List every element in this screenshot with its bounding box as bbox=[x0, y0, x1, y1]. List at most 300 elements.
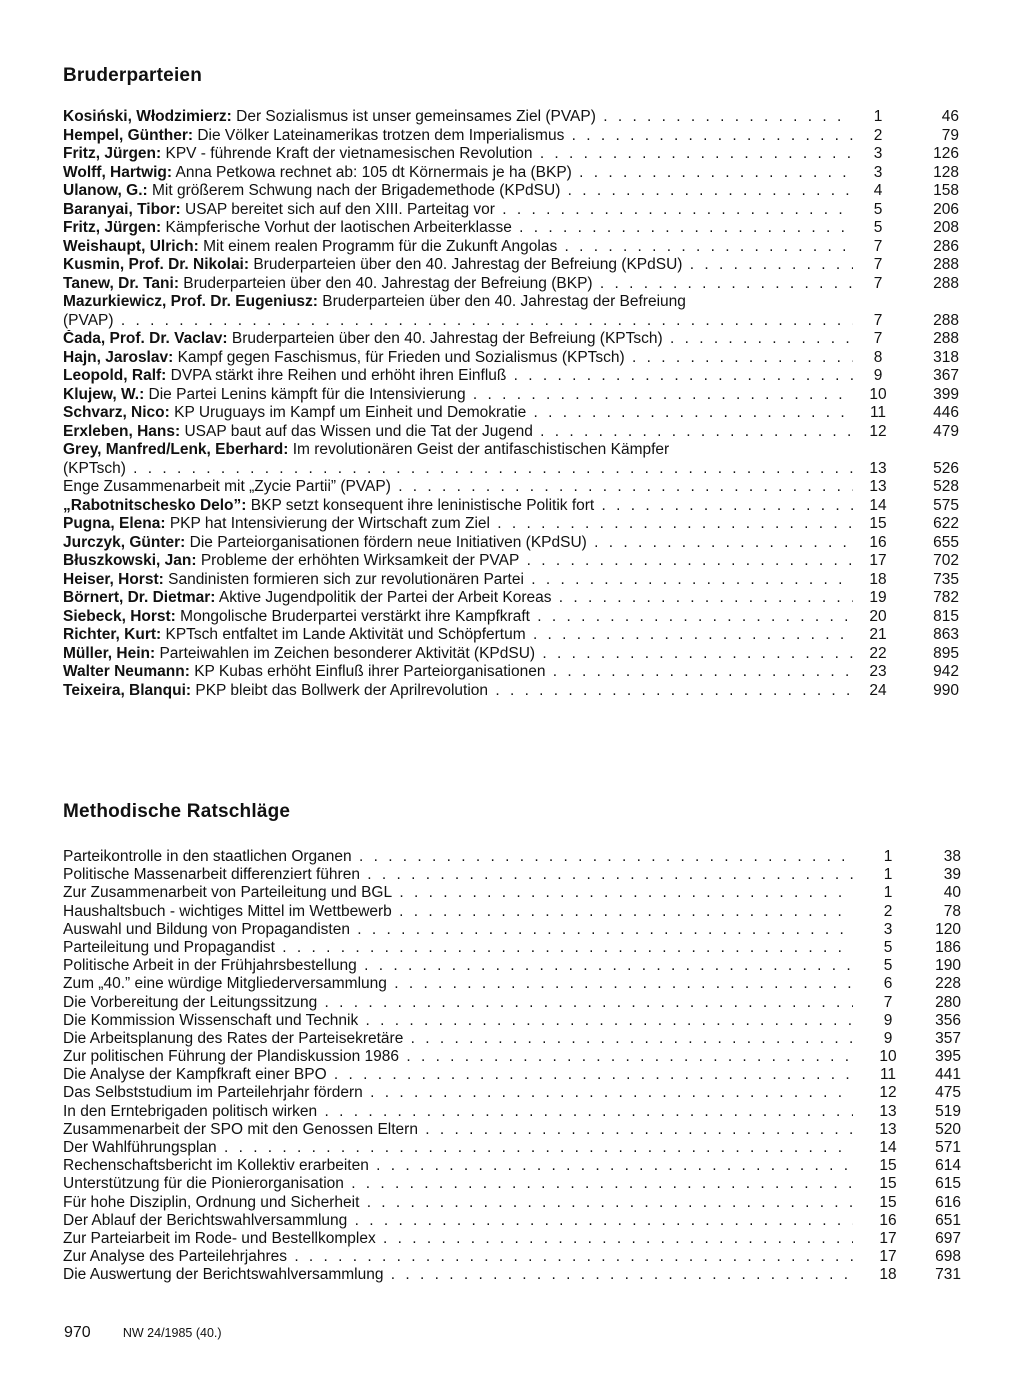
entry-author: „Rabotnitschesko Delo”: bbox=[63, 496, 247, 514]
entry-title: Die Parteiorganisationen fördern neue Initiativen (KPdSU) bbox=[189, 533, 587, 551]
entry-text bbox=[63, 441, 853, 460]
toc-entry bbox=[63, 145, 963, 164]
toc-entry bbox=[63, 1066, 963, 1084]
entry-title: Mit größerem Schwung nach der Brigademethode (KPdSU) bbox=[152, 182, 561, 199]
entry-title: Parteiwahlen im Zeichen besonderer Aktivität (KPdSU) bbox=[159, 644, 536, 662]
toc-entry bbox=[63, 478, 963, 497]
entry-title: Aktive Jugendpolitik der Partei der Arbeit Koreas bbox=[218, 589, 552, 606]
toc-entry bbox=[63, 515, 963, 534]
entry-page: 520 bbox=[935, 1120, 961, 1138]
toc-entry bbox=[63, 1139, 963, 1157]
entry-issue: 1 bbox=[883, 866, 893, 884]
toc-entry bbox=[63, 939, 963, 957]
entry-title: DVPA stärkt ihre Reihen und erhöht ihren Einfluß bbox=[170, 367, 507, 384]
toc-entry bbox=[63, 866, 963, 884]
entry-author: Siebeck, Horst: bbox=[63, 607, 176, 625]
entry-page: 614 bbox=[935, 1157, 961, 1175]
entry-page: 288 bbox=[933, 274, 959, 292]
entry-issue: 9 bbox=[873, 367, 883, 384]
entry-text bbox=[63, 1194, 853, 1212]
entry-text bbox=[63, 1103, 853, 1121]
toc-entry bbox=[63, 275, 963, 294]
entry-text bbox=[63, 275, 853, 294]
entry-text bbox=[63, 478, 853, 497]
entry-issue: 16 bbox=[879, 1211, 897, 1229]
entry-title: Sandinisten formieren sich zur revolutionären Partei bbox=[168, 570, 524, 588]
toc-entry bbox=[63, 552, 963, 571]
entry-issue: 5 bbox=[883, 957, 893, 975]
entry-text bbox=[63, 219, 853, 238]
entry-title: Probleme der erhöhten Wirksamkeit der PVAP bbox=[200, 552, 520, 569]
entry-page: 208 bbox=[933, 219, 959, 236]
entry-page: 571 bbox=[935, 1139, 961, 1156]
entry-title: Politische Arbeit in der Frühjahrsbestellung bbox=[63, 957, 357, 975]
entry-issue: 16 bbox=[869, 533, 887, 551]
entry-issue: 18 bbox=[879, 1266, 897, 1284]
entry-author: Tanew, Dr. Tani: bbox=[63, 274, 179, 292]
entry-author: Richter, Kurt: bbox=[63, 626, 162, 643]
entry-text bbox=[63, 127, 853, 146]
toc-entry bbox=[63, 330, 963, 349]
entry-text bbox=[63, 1048, 853, 1066]
entry-title: Das Selbststudium im Parteilehrjahr fördern bbox=[63, 1084, 363, 1102]
entry-text bbox=[63, 534, 853, 553]
entry-title-continuation: (KPTsch) bbox=[63, 459, 126, 477]
entry-author: Leopold, Ralf: bbox=[63, 367, 167, 384]
entry-page: 128 bbox=[933, 163, 959, 181]
entry-author: Błuszkowski, Jan: bbox=[63, 552, 197, 569]
toc-entry bbox=[63, 460, 963, 479]
entry-author: Wolff, Hartwig: bbox=[63, 163, 173, 181]
entry-issue: 15 bbox=[869, 515, 887, 532]
entry-text bbox=[63, 1066, 853, 1084]
entry-text bbox=[63, 589, 853, 608]
entry-title: Die Arbeitsplanung des Rates der Parteisekretäre bbox=[63, 1029, 404, 1047]
toc-entry bbox=[63, 404, 963, 423]
entry-text bbox=[63, 866, 853, 884]
entry-issue: 15 bbox=[879, 1193, 897, 1211]
toc-entry bbox=[63, 1248, 963, 1266]
entry-page: 698 bbox=[935, 1248, 961, 1266]
entry-title: Bruderparteien über den 40. Jahrestag der Befreiung (KPdSU) bbox=[253, 256, 683, 273]
entry-page: 528 bbox=[933, 478, 959, 495]
entry-title: Rechenschaftsbericht im Kollektiv erarbeiten bbox=[63, 1157, 369, 1175]
entry-text bbox=[63, 386, 853, 405]
entry-title: Auswahl und Bildung von Propagandisten bbox=[63, 920, 350, 938]
toc-entry bbox=[63, 312, 963, 331]
entry-title: KP Kubas erhöht Einfluß ihrer Parteiorganisationen bbox=[194, 663, 546, 680]
entry-author: Klujew, W.: bbox=[63, 385, 145, 403]
entry-page: 40 bbox=[943, 884, 961, 902]
toc-entry bbox=[63, 349, 963, 368]
page-footer bbox=[64, 1324, 222, 1342]
entry-text bbox=[63, 663, 853, 682]
section-methodische-ratschlaege bbox=[63, 800, 963, 1285]
entry-text bbox=[63, 312, 853, 331]
entry-page: 39 bbox=[943, 866, 961, 884]
entry-issue: 12 bbox=[869, 422, 887, 440]
entry-issue: 18 bbox=[869, 570, 887, 588]
entry-issue: 9 bbox=[883, 1011, 893, 1029]
entry-page: 228 bbox=[935, 975, 961, 993]
entry-text bbox=[63, 1212, 853, 1230]
toc-entry bbox=[63, 571, 963, 590]
entry-issue: 8 bbox=[873, 348, 883, 366]
entry-issue: 5 bbox=[873, 200, 883, 218]
toc-entry bbox=[63, 1048, 963, 1066]
entry-page: 158 bbox=[933, 182, 959, 199]
entry-issue: 14 bbox=[869, 496, 887, 514]
toc-entry bbox=[63, 975, 963, 993]
entry-author: Kosiński, Włodzimierz: bbox=[63, 108, 232, 125]
toc-entry bbox=[63, 921, 963, 939]
entry-author: Hempel, Günther: bbox=[63, 126, 194, 144]
toc-list bbox=[63, 108, 963, 700]
entry-issue: 9 bbox=[883, 1029, 893, 1047]
entry-page: 863 bbox=[933, 626, 959, 643]
entry-title: Die Partei Lenins kämpft für die Intensivierung bbox=[148, 385, 466, 403]
entry-page: 622 bbox=[933, 515, 959, 532]
entry-author: Fritz, Jürgen: bbox=[63, 219, 162, 236]
section-title: Bruderparteien bbox=[63, 65, 203, 86]
entry-issue: 15 bbox=[879, 1175, 897, 1193]
entry-title: Parteikontrolle in den staatlichen Organen bbox=[63, 848, 352, 865]
entry-title: Bruderparteien über den 40. Jahrestag der Befreiung bbox=[322, 293, 686, 310]
entry-issue: 3 bbox=[883, 920, 893, 938]
entry-issue: 7 bbox=[873, 311, 883, 329]
entry-issue: 11 bbox=[879, 1066, 897, 1084]
toc-entry bbox=[63, 367, 963, 386]
entry-text bbox=[63, 238, 853, 257]
entry-author: Ulanow, G.: bbox=[63, 182, 148, 199]
toc-entry bbox=[63, 1212, 963, 1230]
entry-text bbox=[63, 975, 853, 993]
entry-text bbox=[63, 1175, 853, 1193]
entry-text bbox=[63, 404, 853, 423]
entry-text bbox=[63, 367, 853, 386]
entry-text bbox=[63, 1121, 853, 1139]
entry-issue: 17 bbox=[879, 1248, 897, 1266]
entry-issue: 7 bbox=[873, 237, 883, 255]
entry-text bbox=[63, 1230, 853, 1248]
entry-title: Der Wahlführungsplan bbox=[63, 1139, 217, 1156]
entry-issue: 13 bbox=[879, 1120, 897, 1138]
entry-issue: 7 bbox=[873, 274, 883, 292]
entry-page: 288 bbox=[933, 311, 959, 329]
entry-text bbox=[63, 1266, 853, 1284]
entry-issue: 3 bbox=[873, 145, 883, 162]
entry-issue: 22 bbox=[869, 644, 887, 662]
entry-author: Hajn, Jaroslav: bbox=[63, 348, 174, 366]
entry-title: KPTsch entfaltet im Lande Aktivität und Schöpfertum bbox=[165, 626, 526, 643]
entry-title: Parteileitung und Propagandist bbox=[63, 938, 275, 956]
entry-author: Pugna, Elena: bbox=[63, 515, 166, 532]
toc-entry bbox=[63, 1103, 963, 1121]
entry-title: Die Völker Lateinamerikas trotzen dem Imperialismus bbox=[197, 126, 565, 144]
entry-title: Die Analyse der Kampfkraft einer BPO bbox=[63, 1066, 327, 1084]
entry-text bbox=[63, 423, 853, 442]
entry-text bbox=[63, 1248, 853, 1266]
entry-page: 38 bbox=[943, 848, 961, 865]
entry-issue: 3 bbox=[873, 163, 883, 181]
entry-title: Die Kommission Wissenschaft und Technik bbox=[63, 1011, 359, 1029]
entry-author: Teixeira, Blanqui: bbox=[63, 681, 192, 699]
entry-title: Bruderparteien über den 40. Jahrestag der Befreiung (BKP) bbox=[183, 274, 593, 292]
entry-issue: 15 bbox=[879, 1157, 897, 1175]
entry-page: 655 bbox=[933, 533, 959, 551]
entry-page: 615 bbox=[935, 1175, 961, 1193]
entry-text bbox=[63, 552, 853, 571]
entry-text bbox=[63, 884, 853, 902]
source-reference: NW 24/1985 (40.) bbox=[122, 1326, 222, 1340]
toc-entry bbox=[63, 903, 963, 921]
entry-title: Unterstützung für die Pionierorganisation bbox=[63, 1175, 344, 1193]
entry-page: 288 bbox=[933, 256, 959, 273]
entry-issue: 20 bbox=[869, 607, 887, 625]
entry-page: 46 bbox=[941, 108, 959, 125]
entry-issue: 13 bbox=[869, 478, 887, 495]
entry-title: Die Vorbereitung der Leitungssitzung bbox=[63, 993, 318, 1011]
entry-page: 731 bbox=[935, 1266, 961, 1284]
entry-title: Kampf gegen Faschismus, für Frieden und Sozialismus (KPTsch) bbox=[177, 348, 625, 366]
entry-author: Erxleben, Hans: bbox=[63, 422, 181, 440]
entry-page: 697 bbox=[935, 1229, 961, 1247]
entry-text bbox=[63, 957, 853, 975]
entry-text bbox=[63, 293, 853, 312]
entry-title: KPV - führende Kraft der vietnamesischen Revolution bbox=[165, 145, 533, 162]
entry-title: In den Erntebrigaden politisch wirken bbox=[63, 1102, 318, 1120]
entry-issue: 13 bbox=[879, 1102, 897, 1120]
entry-title: Zur Analyse des Parteilehrjahres bbox=[63, 1248, 288, 1266]
entry-page: 356 bbox=[935, 1011, 961, 1029]
entry-page: 280 bbox=[935, 993, 961, 1011]
entry-text bbox=[63, 939, 853, 957]
entry-page: 526 bbox=[933, 459, 959, 477]
entry-issue: 7 bbox=[873, 330, 883, 347]
entry-issue: 6 bbox=[883, 975, 893, 993]
entry-author: Müller, Hein: bbox=[63, 644, 156, 662]
entry-issue: 11 bbox=[869, 404, 887, 421]
toc-entry bbox=[63, 534, 963, 553]
entry-text bbox=[63, 921, 853, 939]
entry-page: 357 bbox=[935, 1029, 961, 1047]
entry-page: 126 bbox=[933, 145, 959, 162]
entry-text bbox=[63, 571, 853, 590]
entry-text bbox=[63, 330, 853, 349]
entry-author: Fritz, Jürgen: bbox=[63, 145, 162, 162]
entry-issue: 23 bbox=[869, 663, 887, 680]
toc-entry bbox=[63, 201, 963, 220]
toc-entry bbox=[63, 497, 963, 516]
entry-title-continuation: (PVAP) bbox=[63, 311, 114, 329]
toc-entry bbox=[63, 238, 963, 257]
entry-text bbox=[63, 497, 853, 516]
entry-title: Bruderparteien über den 40. Jahrestag der Befreiung (KPTsch) bbox=[231, 330, 663, 347]
entry-title: PKP hat Intensivierung der Wirtschaft zum Ziel bbox=[169, 515, 490, 532]
entry-page: 206 bbox=[933, 200, 959, 218]
page-number: 970 bbox=[64, 1324, 91, 1341]
entry-page: 286 bbox=[933, 237, 959, 255]
entry-page: 575 bbox=[933, 496, 959, 514]
entry-issue: 7 bbox=[883, 993, 893, 1011]
entry-page: 479 bbox=[933, 422, 959, 440]
entry-author: Grey, Manfred/Lenk, Eberhard: bbox=[63, 441, 289, 458]
entry-page: 288 bbox=[933, 330, 959, 347]
section-title: Methodische Ratschläge bbox=[63, 801, 291, 822]
toc-entry bbox=[63, 108, 963, 127]
toc-entry bbox=[63, 256, 963, 275]
entry-text bbox=[63, 1012, 853, 1030]
section-bruderparteien bbox=[63, 64, 963, 700]
entry-title: Für hohe Disziplin, Ordnung und Sicherheit bbox=[63, 1193, 360, 1211]
entry-page: 616 bbox=[935, 1193, 961, 1211]
entry-issue: 17 bbox=[869, 552, 887, 569]
entry-page: 702 bbox=[933, 552, 959, 569]
entry-title: Der Ablauf der Berichtswahlversammlung bbox=[63, 1211, 348, 1229]
toc-entry bbox=[63, 182, 963, 201]
entry-issue: 4 bbox=[873, 182, 883, 199]
entry-author: Čada, Prof. Dr. Vaclav: bbox=[63, 330, 228, 347]
toc-entry bbox=[63, 423, 963, 442]
entry-text bbox=[63, 1139, 853, 1157]
entry-text bbox=[63, 164, 853, 183]
entry-text bbox=[63, 1030, 853, 1048]
entry-page: 895 bbox=[933, 644, 959, 662]
entry-page: 120 bbox=[935, 920, 961, 938]
entry-issue: 19 bbox=[869, 589, 887, 606]
toc-entry bbox=[63, 1266, 963, 1284]
entry-text bbox=[63, 182, 853, 201]
toc-entry bbox=[63, 626, 963, 645]
entry-title: Zum „40.” eine würdige Mitgliederversammlung bbox=[63, 975, 387, 993]
entry-issue: 12 bbox=[879, 1084, 897, 1102]
toc-entry bbox=[63, 219, 963, 238]
entry-page: 399 bbox=[933, 385, 959, 403]
entry-page: 78 bbox=[943, 902, 961, 920]
entry-title: Enge Zusammenarbeit mit „Zycie Partii” (PVAP) bbox=[63, 478, 391, 495]
entry-issue: 21 bbox=[869, 626, 887, 643]
entry-issue: 14 bbox=[879, 1139, 897, 1156]
entry-issue: 7 bbox=[873, 256, 883, 273]
entry-page: 782 bbox=[933, 589, 959, 606]
entry-text bbox=[63, 848, 853, 866]
entry-title: Zur Parteiarbeit im Rode- und Bestellkomplex bbox=[63, 1229, 376, 1247]
toc-entry bbox=[63, 589, 963, 608]
entry-text bbox=[63, 1084, 853, 1102]
toc-entry-line bbox=[63, 441, 963, 460]
entry-issue: 5 bbox=[883, 938, 893, 956]
entry-issue: 24 bbox=[869, 681, 887, 699]
entry-title: Kämpferische Vorhut der laotischen Arbeiterklasse bbox=[165, 219, 512, 236]
entry-text bbox=[63, 994, 853, 1012]
entry-author: Weishaupt, Ulrich: bbox=[63, 237, 199, 255]
entry-title: Mit einem realen Programm für die Zukunft Angolas bbox=[203, 237, 558, 255]
toc-entry bbox=[63, 682, 963, 701]
entry-title: Zusammenarbeit der SPO mit den Genossen Eltern bbox=[63, 1120, 418, 1138]
toc-entry bbox=[63, 957, 963, 975]
entry-author: Schvarz, Nico: bbox=[63, 404, 170, 421]
entry-page: 519 bbox=[935, 1102, 961, 1120]
entry-page: 318 bbox=[933, 348, 959, 366]
entry-author: Mazurkiewicz, Prof. Dr. Eugeniusz: bbox=[63, 293, 318, 310]
entry-page: 815 bbox=[933, 607, 959, 625]
entry-issue: 10 bbox=[879, 1048, 897, 1066]
entry-issue: 17 bbox=[879, 1229, 897, 1247]
entry-issue: 2 bbox=[883, 902, 893, 920]
entry-text bbox=[63, 256, 853, 275]
toc-entry bbox=[63, 1121, 963, 1139]
entry-text bbox=[63, 460, 853, 479]
entry-author: Kusmin, Prof. Dr. Nikolai: bbox=[63, 256, 250, 273]
entry-title: Politische Massenarbeit differenziert führen bbox=[63, 866, 360, 884]
entry-text bbox=[63, 626, 853, 645]
entry-text bbox=[63, 515, 853, 534]
toc-list bbox=[63, 848, 963, 1285]
entry-title: Haushaltsbuch - wichtiges Mittel im Wettbewerb bbox=[63, 902, 392, 920]
entry-page: 446 bbox=[933, 404, 959, 421]
entry-text bbox=[63, 349, 853, 368]
toc-entry bbox=[63, 848, 963, 866]
entry-title: Zur Zusammenarbeit von Parteileitung und BGL bbox=[63, 884, 393, 902]
toc-entry bbox=[63, 164, 963, 183]
toc-entry bbox=[63, 1157, 963, 1175]
toc-entry bbox=[63, 645, 963, 664]
entry-page: 367 bbox=[933, 367, 959, 384]
entry-title: PKP bleibt das Bollwerk der Aprilrevolution bbox=[195, 681, 489, 699]
entry-issue: 10 bbox=[869, 385, 887, 403]
entry-title: Zur politischen Führung der Plandiskussion 1986 bbox=[63, 1048, 400, 1066]
entry-text bbox=[63, 608, 853, 627]
entry-issue: 13 bbox=[869, 459, 887, 477]
entry-author: Heiser, Horst: bbox=[63, 570, 164, 588]
entry-title: Der Sozialismus ist unser gemeinsames Ziel (PVAP) bbox=[236, 108, 596, 125]
entry-page: 990 bbox=[933, 681, 959, 699]
entry-page: 441 bbox=[935, 1066, 961, 1084]
toc-entry bbox=[63, 884, 963, 902]
entry-title: Anna Petkowa rechnet ab: 105 dt Körnermais je ha (BKP) bbox=[175, 163, 572, 181]
entry-page: 475 bbox=[935, 1084, 961, 1102]
entry-author: Baranyai, Tibor: bbox=[63, 200, 181, 218]
toc-entry bbox=[63, 1030, 963, 1048]
toc-entry bbox=[63, 1084, 963, 1102]
entry-page: 651 bbox=[935, 1211, 961, 1229]
entry-page: 190 bbox=[935, 957, 961, 975]
entry-text bbox=[63, 145, 853, 164]
toc-entry bbox=[63, 1230, 963, 1248]
entry-page: 942 bbox=[933, 663, 959, 680]
toc-entry bbox=[63, 1194, 963, 1212]
entry-page: 735 bbox=[933, 570, 959, 588]
entry-title: Mongolische Bruderpartei verstärkt ihre Kampfkraft bbox=[180, 607, 530, 625]
entry-issue: 1 bbox=[883, 884, 893, 902]
entry-page: 395 bbox=[935, 1048, 961, 1066]
entry-title: KP Uruguays im Kampf um Einheit und Demokratie bbox=[174, 404, 527, 421]
entry-issue: 1 bbox=[873, 108, 883, 125]
toc-entry bbox=[63, 608, 963, 627]
entry-title: Im revolutionären Geist der antifaschistischen Kämpfer bbox=[292, 441, 670, 458]
entry-issue: 2 bbox=[873, 126, 883, 144]
entry-text bbox=[63, 1157, 853, 1175]
entry-issue: 5 bbox=[873, 219, 883, 236]
toc-entry bbox=[63, 386, 963, 405]
toc-entry bbox=[63, 994, 963, 1012]
entry-text bbox=[63, 903, 853, 921]
entry-text bbox=[63, 645, 853, 664]
entry-page: 186 bbox=[935, 938, 961, 956]
toc-entry bbox=[63, 663, 963, 682]
entry-author: Börnert, Dr. Dietmar: bbox=[63, 589, 216, 606]
toc-entry bbox=[63, 127, 963, 146]
